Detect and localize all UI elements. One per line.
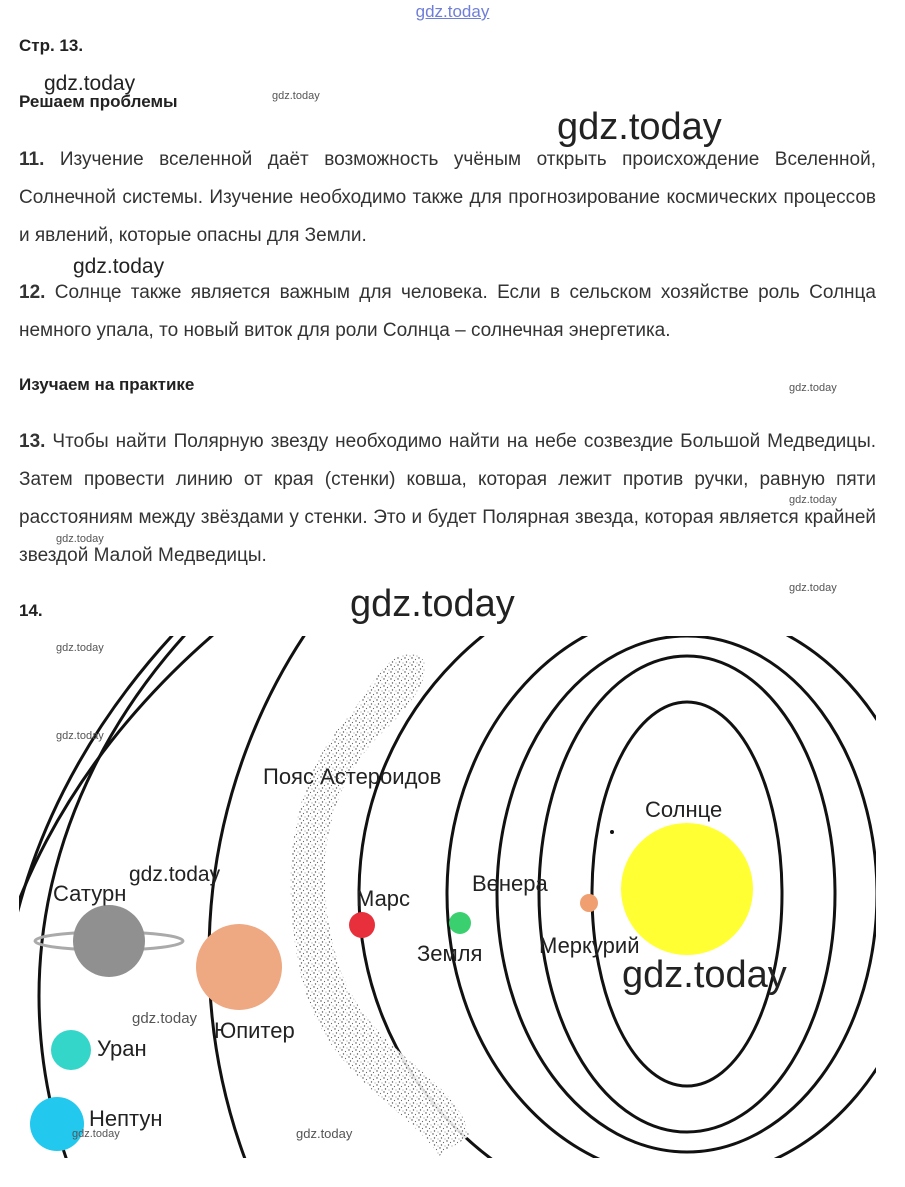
watermark: gdz.today bbox=[132, 1010, 198, 1027]
watermark: gdz.today bbox=[622, 954, 787, 996]
answer-number: 13. bbox=[19, 431, 46, 452]
star-dot bbox=[610, 830, 614, 834]
answer-number: 11. bbox=[19, 149, 45, 170]
neptune bbox=[30, 1097, 84, 1151]
answer-12 bbox=[19, 274, 876, 350]
watermark: gdz.today bbox=[129, 863, 221, 886]
watermark: gdz.today bbox=[73, 255, 165, 278]
watermark: gdz.today bbox=[789, 382, 837, 394]
watermark: gdz.today bbox=[789, 582, 837, 594]
neptune-label: Нептун bbox=[89, 1106, 163, 1131]
jupiter-label: Юпитер bbox=[214, 1018, 295, 1043]
venus-label: Венера bbox=[472, 871, 548, 896]
saturn-label: Сатурн bbox=[53, 881, 127, 906]
page-label: Стр. 13. bbox=[19, 36, 84, 55]
mercury-label: Меркурий bbox=[539, 933, 640, 958]
solar-system-diagram bbox=[19, 636, 876, 1158]
saturn bbox=[35, 905, 183, 977]
venus bbox=[449, 912, 471, 934]
asteroid-belt-label: Пояс Астероидов bbox=[263, 764, 442, 789]
answer-text: Солнце также является важным для человека. Если в сельском хозяйстве роль Солнца немного упала, то новый виток для роли Солнца – солнечная энергетика. bbox=[19, 282, 876, 341]
mars bbox=[349, 912, 375, 938]
section-heading-problems: Решаем проблемы bbox=[19, 92, 178, 111]
answer-text: Изучение вселенной даёт возможность учёным открыть происхождение Вселенной, Солнечной системы. Изучение необходимо также для прогнозирование космических процессов и явлений, которые опасны для Земли. bbox=[19, 149, 876, 246]
mars-label: Марс bbox=[356, 886, 411, 911]
jupiter bbox=[196, 924, 282, 1010]
watermark: gdz.today bbox=[56, 533, 104, 545]
answer-text: Чтобы найти Полярную звезду необходимо найти на небе созвездие Большой Медведицы. Затем провести линию от края (стенки) ковша, которая лежит против ручки, равную пяти расстояниям между звёздами у стенки. Это и будет Полярная звезда, которая является крайней звездой Малой Медведицы. bbox=[19, 431, 877, 566]
watermark: gdz.today bbox=[272, 90, 320, 102]
watermark: gdz.today bbox=[44, 72, 136, 95]
watermark: gdz.today bbox=[557, 106, 722, 148]
answer-number: 12. bbox=[19, 282, 46, 303]
uranus-label: Уран bbox=[97, 1036, 147, 1061]
earth-label: Земля bbox=[417, 941, 483, 966]
answer-13 bbox=[19, 423, 876, 575]
top-site-link[interactable]: gdz.today bbox=[415, 2, 490, 21]
answer-11 bbox=[19, 141, 876, 255]
sun bbox=[621, 823, 753, 955]
task-14-number: 14. bbox=[19, 601, 43, 620]
watermark: gdz.today bbox=[56, 642, 104, 654]
watermark: gdz.today bbox=[296, 1126, 353, 1141]
watermark: gdz.today bbox=[72, 1128, 120, 1140]
mercury bbox=[580, 894, 598, 912]
section-heading-practice: Изучаем на практике bbox=[19, 375, 195, 394]
sun-label: Солнце bbox=[645, 797, 723, 822]
watermark: gdz.today bbox=[789, 494, 837, 506]
watermark: gdz.today bbox=[56, 730, 104, 742]
uranus bbox=[51, 1030, 91, 1070]
watermark: gdz.today bbox=[350, 583, 515, 625]
